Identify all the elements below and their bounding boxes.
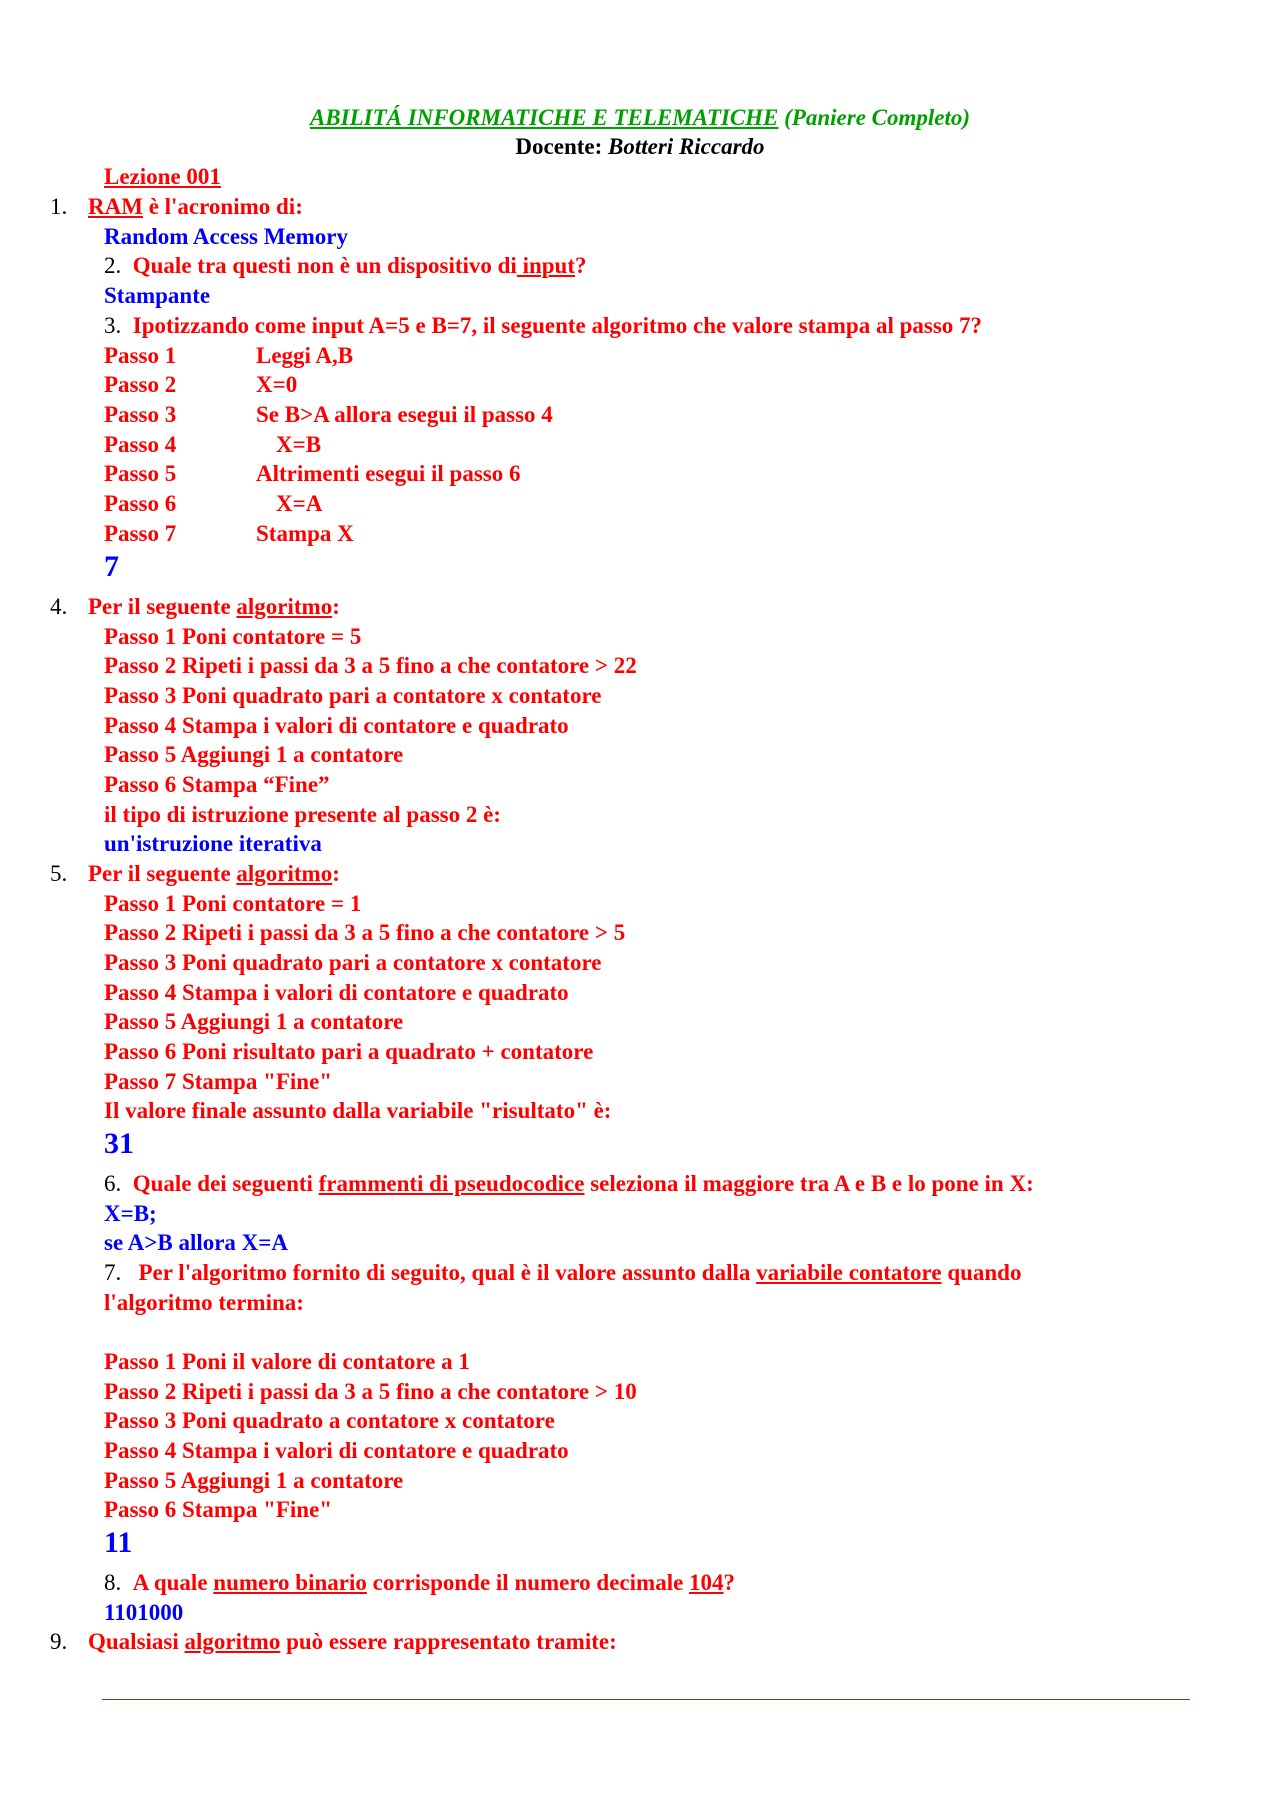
q4-line: Passo 6 Stampa “Fine”	[104, 772, 330, 797]
q8-mid: corrisponde il numero decimale	[366, 1570, 690, 1595]
q3-step-action: Altrimenti esegui il passo 6	[256, 461, 521, 486]
q5-number: 5.	[50, 861, 68, 886]
q8-post: ?	[723, 1570, 736, 1595]
q3-step-action: X=B	[276, 432, 322, 457]
docente-label: Docente:	[515, 134, 603, 159]
q8-question	[104, 1569, 735, 1597]
q1-question	[88, 193, 303, 221]
q5-line: Passo 7 Stampa "Fine"	[104, 1069, 333, 1094]
q3-step-label: Passo 1	[104, 343, 177, 368]
q3-step-action: Leggi A,B	[256, 343, 354, 368]
q9-question	[88, 1628, 617, 1656]
q8-number: 8.	[104, 1570, 122, 1595]
q7-number: 7.	[104, 1260, 122, 1285]
q7-question	[104, 1259, 1021, 1287]
q5-post: :	[332, 861, 340, 886]
q1-answer: Random Access Memory	[104, 224, 349, 249]
q6-answer: X=B;	[104, 1201, 157, 1226]
footer-rule	[102, 1699, 1190, 1700]
q9-underlined: algoritmo	[184, 1629, 281, 1654]
q3-step-label: Passo 3	[104, 402, 177, 427]
q4-number: 4.	[50, 594, 68, 619]
q8-underlined-2: 104	[689, 1570, 724, 1595]
q7-line: Passo 5 Aggiungi 1 a contatore	[104, 1468, 404, 1493]
q3-text: Ipotizzando come input A=5 e B=7, il seguente algoritmo che valore stampa al passo 7?	[132, 313, 983, 338]
q4-question	[88, 593, 340, 621]
q7-underlined: variabile contatore	[756, 1260, 942, 1285]
q7-pre: Per l'algoritmo fornito di seguito, qual è il valore assunto dalla	[138, 1260, 757, 1285]
q3-step-label: Passo 4	[104, 432, 177, 457]
q4-line: Passo 3 Poni quadrato pari a contatore x contatore	[104, 683, 602, 708]
q5-question	[88, 860, 340, 888]
q6-pre: Quale dei seguenti	[132, 1171, 319, 1196]
q3-step-action: X=0	[256, 372, 298, 397]
q7-line: Passo 1 Poni il valore di contatore a 1	[104, 1349, 470, 1374]
q2-number: 2.	[104, 253, 122, 278]
q4-underlined: algoritmo	[236, 594, 333, 619]
q4-line: Passo 2 Ripeti i passi da 3 a 5 fino a che contatore > 22	[104, 653, 637, 678]
q3-step-label: Passo 6	[104, 491, 177, 516]
q6-question	[104, 1170, 1034, 1198]
docente-name: Botteri Riccardo	[608, 134, 765, 159]
q5-line: Passo 1 Poni contatore = 1	[104, 891, 362, 916]
q7-line: Passo 6 Stampa "Fine"	[104, 1497, 333, 1522]
q3-question	[104, 312, 982, 340]
q5-line: Passo 3 Poni quadrato pari a contatore x contatore	[104, 950, 602, 975]
q1-ram: RAM	[88, 194, 143, 219]
q7-question-cont: l'algoritmo termina:	[104, 1290, 304, 1315]
q3-step-action: Stampa X	[256, 521, 354, 546]
q7-post: quando	[941, 1260, 1022, 1285]
document-title	[0, 104, 1280, 132]
course-title: ABILITÁ INFORMATICHE E TELEMATICHE	[309, 105, 779, 130]
q3-step-action: X=A	[276, 491, 323, 516]
q4-pre: Per il seguente	[88, 594, 237, 619]
q4-line: Passo 4 Stampa i valori di contatore e quadrato	[104, 713, 569, 738]
q2-underlined: input	[516, 253, 575, 278]
q6-underlined: frammenti di pseudocodice	[318, 1171, 585, 1196]
q7-line: Passo 3 Poni quadrato a contatore x contatore	[104, 1408, 555, 1433]
q3-step-label: Passo 5	[104, 461, 177, 486]
q6-answer: se A>B allora X=A	[104, 1230, 289, 1255]
course-subtitle: (Paniere Completo)	[784, 105, 971, 130]
q5-line: Passo 6 Poni risultato pari a quadrato + contatore	[104, 1039, 594, 1064]
q6-number: 6.	[104, 1171, 122, 1196]
q1-number: 1.	[50, 194, 68, 219]
q9-pre: Qualsiasi	[88, 1629, 185, 1654]
q3-step-action: Se B>A allora esegui il passo 4	[256, 402, 553, 427]
q1-rest: è l'acronimo di:	[142, 194, 303, 219]
q5-pre: Per il seguente	[88, 861, 237, 886]
q2-text: Quale tra questi non è un dispositivo di	[132, 253, 517, 278]
q4-post: :	[332, 594, 340, 619]
q5-underlined: algoritmo	[236, 861, 333, 886]
q4-answer: un'istruzione iterativa	[104, 831, 322, 856]
q9-post: può essere rappresentato tramite:	[280, 1629, 617, 1654]
q3-number: 3.	[104, 313, 122, 338]
q2-answer: Stampante	[104, 283, 211, 308]
q8-pre: A quale	[132, 1570, 214, 1595]
q2-end: ?	[575, 253, 587, 278]
q4-line: Passo 5 Aggiungi 1 a contatore	[104, 742, 404, 767]
q9-number: 9.	[50, 1629, 68, 1654]
q6-post: seleziona il maggiore tra A e B e lo pone in X:	[584, 1171, 1034, 1196]
q7-line: Passo 4 Stampa i valori di contatore e quadrato	[104, 1438, 569, 1463]
q5-line: Passo 4 Stampa i valori di contatore e quadrato	[104, 980, 569, 1005]
q7-line: Passo 2 Ripeti i passi da 3 a 5 fino a che contatore > 10	[104, 1379, 637, 1404]
q5-line: Passo 2 Ripeti i passi da 3 a 5 fino a che contatore > 5	[104, 920, 626, 945]
q5-line: Passo 5 Aggiungi 1 a contatore	[104, 1009, 404, 1034]
q7-answer: 11	[104, 1526, 133, 1559]
docente-line	[0, 133, 1280, 161]
lesson-heading: Lezione 001	[104, 164, 221, 189]
q8-underlined: numero binario	[213, 1570, 367, 1595]
q2-question	[104, 252, 587, 280]
q4-line: il tipo di istruzione presente al passo 2 è:	[104, 802, 501, 827]
q4-line: Passo 1 Poni contatore = 5	[104, 624, 362, 649]
q3-step-label: Passo 2	[104, 372, 177, 397]
q5-answer: 31	[104, 1127, 134, 1160]
q3-step-label: Passo 7	[104, 521, 177, 546]
q5-line: Il valore finale assunto dalla variabile "risultato" è:	[104, 1098, 612, 1123]
q3-answer: 7	[104, 550, 119, 583]
q8-answer: 1101000	[104, 1600, 184, 1625]
